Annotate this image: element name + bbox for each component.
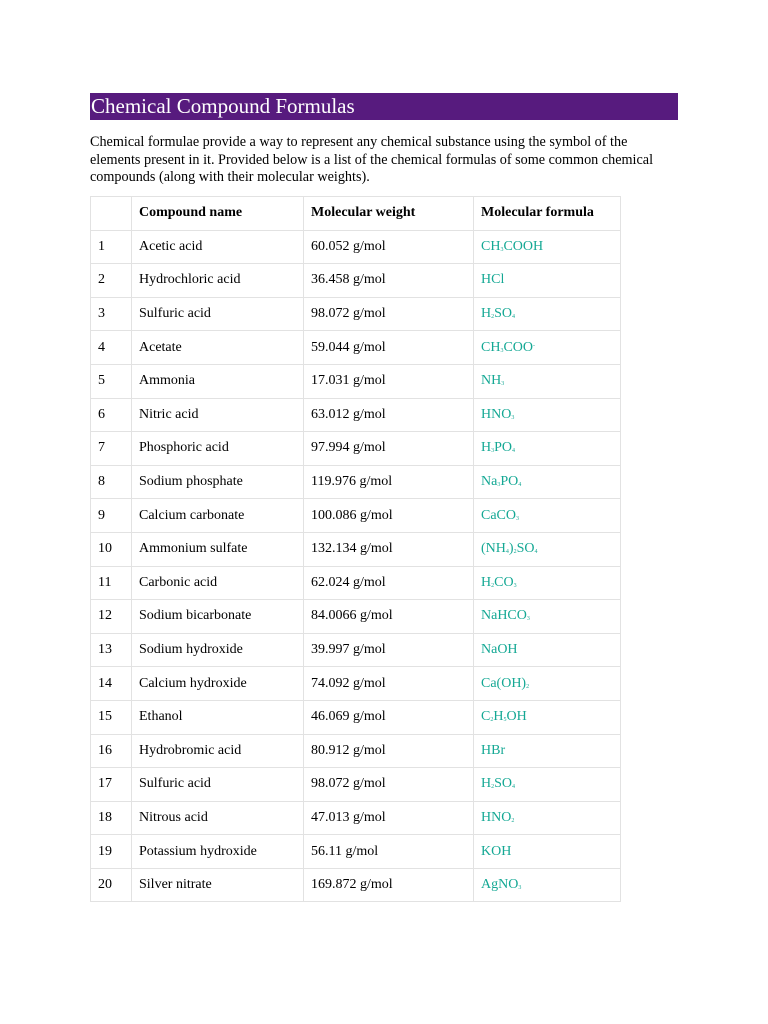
cell-molecular-formula: $H_2SO_4$ xyxy=(474,297,621,331)
table-row xyxy=(91,600,621,634)
cell-compound-name: Sulfuric acid xyxy=(132,297,304,331)
compounds-table xyxy=(90,196,621,902)
cell-molecular-formula: $CH_3COO^-$ xyxy=(474,331,621,365)
cell-molecular-formula: NaHCO$_3$ xyxy=(474,600,621,634)
cell-compound-name: Carbonic acid xyxy=(132,566,304,600)
cell-molecular-formula: AgNO$_3$ xyxy=(474,868,621,902)
cell-compound-name: Sodium phosphate xyxy=(132,465,304,499)
cell-molecular-weight: 63.012 g/mol xyxy=(304,398,474,432)
cell-compound-name: Silver nitrate xyxy=(132,868,304,902)
cell-molecular-weight: 56.11 g/mol xyxy=(304,835,474,869)
cell-index: 13 xyxy=(91,633,132,667)
cell-molecular-weight: 62.024 g/mol xyxy=(304,566,474,600)
cell-compound-name: Calcium carbonate xyxy=(132,499,304,533)
cell-molecular-formula: $H_2CO_3$ xyxy=(474,566,621,600)
cell-molecular-formula: $C_2H_5OH$ xyxy=(474,700,621,734)
cell-index: 16 xyxy=(91,734,132,768)
cell-index: 9 xyxy=(91,499,132,533)
header-index xyxy=(91,197,132,231)
cell-index: 6 xyxy=(91,398,132,432)
cell-molecular-formula: $H_3PO_4$ xyxy=(474,432,621,466)
cell-molecular-weight: 132.134 g/mol xyxy=(304,532,474,566)
cell-molecular-weight: 17.031 g/mol xyxy=(304,364,474,398)
cell-compound-name: Hydrochloric acid xyxy=(132,264,304,298)
cell-molecular-weight: 98.072 g/mol xyxy=(304,297,474,331)
cell-index: 8 xyxy=(91,465,132,499)
cell-compound-name: Calcium hydroxide xyxy=(132,667,304,701)
cell-molecular-weight: 100.086 g/mol xyxy=(304,499,474,533)
cell-molecular-weight: 39.997 g/mol xyxy=(304,633,474,667)
cell-molecular-formula: $HNO_2$ xyxy=(474,801,621,835)
cell-compound-name: Nitric acid xyxy=(132,398,304,432)
cell-molecular-formula: $(NH_4)_2SO_4$ xyxy=(474,532,621,566)
cell-molecular-weight: 98.072 g/mol xyxy=(304,768,474,802)
cell-index: 5 xyxy=(91,364,132,398)
table-row xyxy=(91,734,621,768)
cell-molecular-formula: CaCO$_3$ xyxy=(474,499,621,533)
cell-compound-name: Ammonium sulfate xyxy=(132,532,304,566)
cell-molecular-weight: 59.044 g/mol xyxy=(304,331,474,365)
table-row xyxy=(91,432,621,466)
cell-index: 4 xyxy=(91,331,132,365)
header-molecular-weight: Molecular weight xyxy=(304,197,474,231)
cell-molecular-weight: 46.069 g/mol xyxy=(304,700,474,734)
cell-molecular-weight: 47.013 g/mol xyxy=(304,801,474,835)
cell-index: 2 xyxy=(91,264,132,298)
cell-index: 14 xyxy=(91,667,132,701)
cell-compound-name: Sulfuric acid xyxy=(132,768,304,802)
cell-molecular-formula: $H_2SO_4$ xyxy=(474,768,621,802)
cell-molecular-formula: HCl xyxy=(474,264,621,298)
table-row xyxy=(91,667,621,701)
table-row xyxy=(91,398,621,432)
table-row xyxy=(91,465,621,499)
cell-molecular-weight: 74.092 g/mol xyxy=(304,667,474,701)
cell-index: 10 xyxy=(91,532,132,566)
cell-molecular-weight: 84.0066 g/mol xyxy=(304,600,474,634)
cell-index: 12 xyxy=(91,600,132,634)
cell-molecular-formula: $Na_3PO_4$ xyxy=(474,465,621,499)
table-header-row xyxy=(91,197,621,231)
cell-molecular-formula: $Ca(OH)_2$ xyxy=(474,667,621,701)
cell-index: 7 xyxy=(91,432,132,466)
cell-compound-name: Phosphoric acid xyxy=(132,432,304,466)
cell-compound-name: Nitrous acid xyxy=(132,801,304,835)
table-row xyxy=(91,801,621,835)
cell-molecular-formula: $HNO_3$ xyxy=(474,398,621,432)
table-row xyxy=(91,264,621,298)
cell-compound-name: Sodium hydroxide xyxy=(132,633,304,667)
table-row xyxy=(91,566,621,600)
cell-index: 1 xyxy=(91,230,132,264)
cell-molecular-weight: 169.872 g/mol xyxy=(304,868,474,902)
cell-compound-name: Ethanol xyxy=(132,700,304,734)
table-row xyxy=(91,297,621,331)
cell-molecular-weight: 80.912 g/mol xyxy=(304,734,474,768)
cell-molecular-formula: KOH xyxy=(474,835,621,869)
cell-compound-name: Acetate xyxy=(132,331,304,365)
header-compound-name: Compound name xyxy=(132,197,304,231)
cell-index: 11 xyxy=(91,566,132,600)
cell-molecular-weight: 119.976 g/mol xyxy=(304,465,474,499)
cell-compound-name: Ammonia xyxy=(132,364,304,398)
table-row xyxy=(91,499,621,533)
cell-molecular-weight: 36.458 g/mol xyxy=(304,264,474,298)
cell-index: 3 xyxy=(91,297,132,331)
cell-compound-name: Hydrobromic acid xyxy=(132,734,304,768)
cell-molecular-formula: $NH_3$ xyxy=(474,364,621,398)
cell-molecular-weight: 60.052 g/mol xyxy=(304,230,474,264)
cell-molecular-formula: NaOH xyxy=(474,633,621,667)
cell-index: 19 xyxy=(91,835,132,869)
page-title: Chemical Compound Formulas xyxy=(90,93,678,120)
table-row xyxy=(91,364,621,398)
cell-molecular-formula: $CH_3COOH$ xyxy=(474,230,621,264)
cell-molecular-weight: 97.994 g/mol xyxy=(304,432,474,466)
table-row xyxy=(91,633,621,667)
table-row xyxy=(91,230,621,264)
cell-compound-name: Acetic acid xyxy=(132,230,304,264)
table-row xyxy=(91,532,621,566)
table-row xyxy=(91,768,621,802)
cell-index: 20 xyxy=(91,868,132,902)
cell-compound-name: Sodium bicarbonate xyxy=(132,600,304,634)
cell-molecular-formula: HBr xyxy=(474,734,621,768)
table-row xyxy=(91,868,621,902)
table-row xyxy=(91,835,621,869)
table-row xyxy=(91,331,621,365)
header-molecular-formula: Molecular formula xyxy=(474,197,621,231)
cell-index: 17 xyxy=(91,768,132,802)
intro-paragraph: Chemical formulae provide a way to represent any chemical substance using the symbol of the elements present in it. Provided below is a list of the chemical formulas of some common chemical compounds (along with their molecular weights). xyxy=(90,134,654,185)
cell-index: 18 xyxy=(91,801,132,835)
cell-index: 15 xyxy=(91,700,132,734)
cell-compound-name: Potassium hydroxide xyxy=(132,835,304,869)
table-row xyxy=(91,700,621,734)
